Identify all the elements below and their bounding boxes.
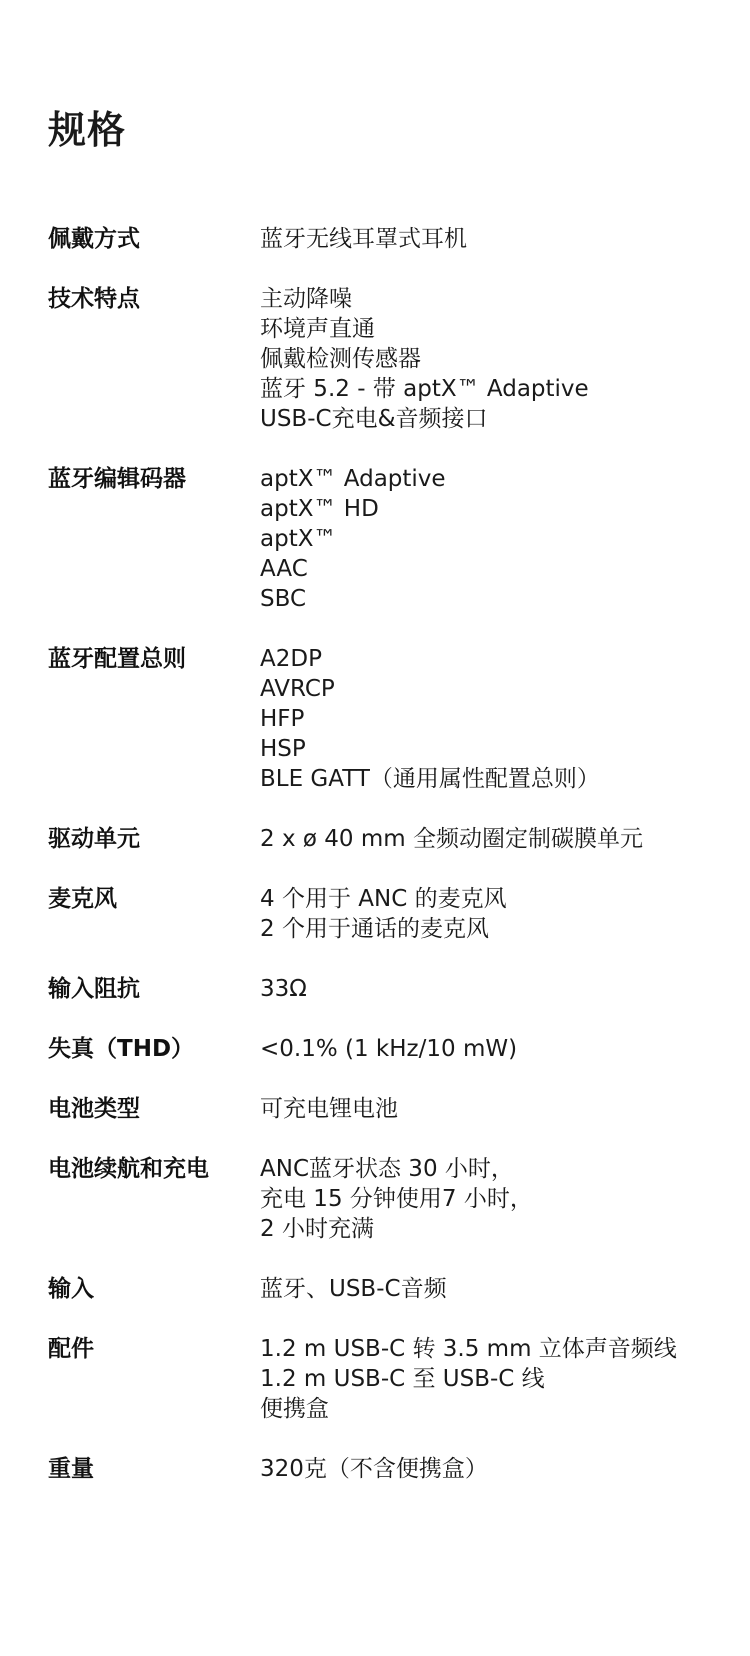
spec-row	[48, 1034, 728, 1064]
spec-value: AVRCP	[260, 676, 335, 702]
spec-label: 技术特点	[48, 286, 140, 312]
spec-value: 蓝牙无线耳罩式耳机	[260, 226, 467, 252]
spec-label: 输入阻抗	[48, 976, 140, 1002]
spec-label: 电池类型	[48, 1096, 140, 1122]
spec-values	[260, 824, 728, 854]
spec-value: <0.1% (1 kHz/10 mW)	[260, 1036, 518, 1062]
spec-values	[260, 284, 728, 434]
spec-row	[48, 884, 728, 944]
spec-table	[48, 224, 728, 1514]
spec-label: 麦克风	[48, 886, 117, 912]
page-title: 规格	[48, 108, 127, 152]
spec-value: HFP	[260, 706, 305, 732]
spec-row	[48, 1274, 728, 1304]
spec-value: 1.2 m USB-C 转 3.5 mm 立体声音频线	[260, 1336, 677, 1362]
spec-label: 驱动单元	[48, 826, 140, 852]
spec-row	[48, 1094, 728, 1124]
spec-value: 1.2 m USB-C 至 USB-C 线	[260, 1366, 545, 1392]
spec-value: ANC蓝牙状态 30 小时，	[260, 1156, 514, 1182]
spec-label: 蓝牙配置总则	[48, 646, 186, 672]
spec-label: 电池续航和充电	[48, 1156, 209, 1182]
spec-value: AAC	[260, 556, 308, 582]
spec-value: 320克（不含便携盒）	[260, 1456, 488, 1482]
spec-row	[48, 284, 728, 434]
spec-values	[260, 1454, 728, 1484]
spec-value: 充电 15 分钟使用7 小时，	[260, 1186, 533, 1212]
spec-value: 便携盒	[260, 1396, 329, 1422]
spec-values	[260, 884, 728, 944]
spec-values	[260, 1154, 728, 1244]
spec-value: 2 小时充满	[260, 1216, 374, 1242]
spec-row	[48, 464, 728, 614]
spec-label: 蓝牙编辑码器	[48, 466, 186, 492]
spec-row	[48, 824, 728, 854]
spec-row	[48, 224, 728, 254]
spec-values	[260, 644, 728, 794]
spec-value: A2DP	[260, 646, 322, 672]
spec-values	[260, 1034, 728, 1064]
spec-value: 4 个用于 ANC 的麦克风	[260, 886, 507, 912]
spec-value: 主动降噪	[260, 286, 352, 312]
spec-label: 输入	[48, 1276, 94, 1302]
spec-row	[48, 1334, 728, 1424]
spec-row	[48, 1154, 728, 1244]
spec-value: aptX™ HD	[260, 496, 379, 522]
spec-value: 蓝牙、USB-C音频	[260, 1276, 447, 1302]
spec-value: 2 个用于通话的麦克风	[260, 916, 489, 942]
spec-values	[260, 974, 728, 1004]
spec-row	[48, 1454, 728, 1484]
spec-label: 佩戴方式	[48, 226, 140, 252]
spec-label: 失真（THD）	[48, 1036, 195, 1062]
spec-value: 2 x ø 40 mm 全频动圈定制碳膜单元	[260, 826, 643, 852]
spec-value: USB-C充电&音频接口	[260, 406, 488, 432]
spec-row	[48, 974, 728, 1004]
spec-value: BLE GATT（通用属性配置总则）	[260, 766, 600, 792]
spec-row	[48, 644, 728, 794]
spec-values	[260, 1094, 728, 1124]
spec-value: SBC	[260, 586, 307, 612]
spec-value: 蓝牙 5.2 - 带 aptX™ Adaptive	[260, 376, 589, 402]
spec-label: 配件	[48, 1336, 94, 1362]
spec-values	[260, 224, 728, 254]
spec-values	[260, 1334, 728, 1424]
spec-values	[260, 1274, 728, 1304]
spec-value: 佩戴检测传感器	[260, 346, 421, 372]
spec-value: HSP	[260, 736, 306, 762]
spec-value: 33Ω	[260, 976, 307, 1002]
spec-value: 环境声直通	[260, 316, 375, 342]
spec-value: aptX™	[260, 526, 337, 552]
spec-value: aptX™ Adaptive	[260, 466, 446, 492]
spec-values	[260, 464, 728, 614]
spec-label: 重量	[48, 1456, 94, 1482]
spec-value: 可充电锂电池	[260, 1096, 398, 1122]
